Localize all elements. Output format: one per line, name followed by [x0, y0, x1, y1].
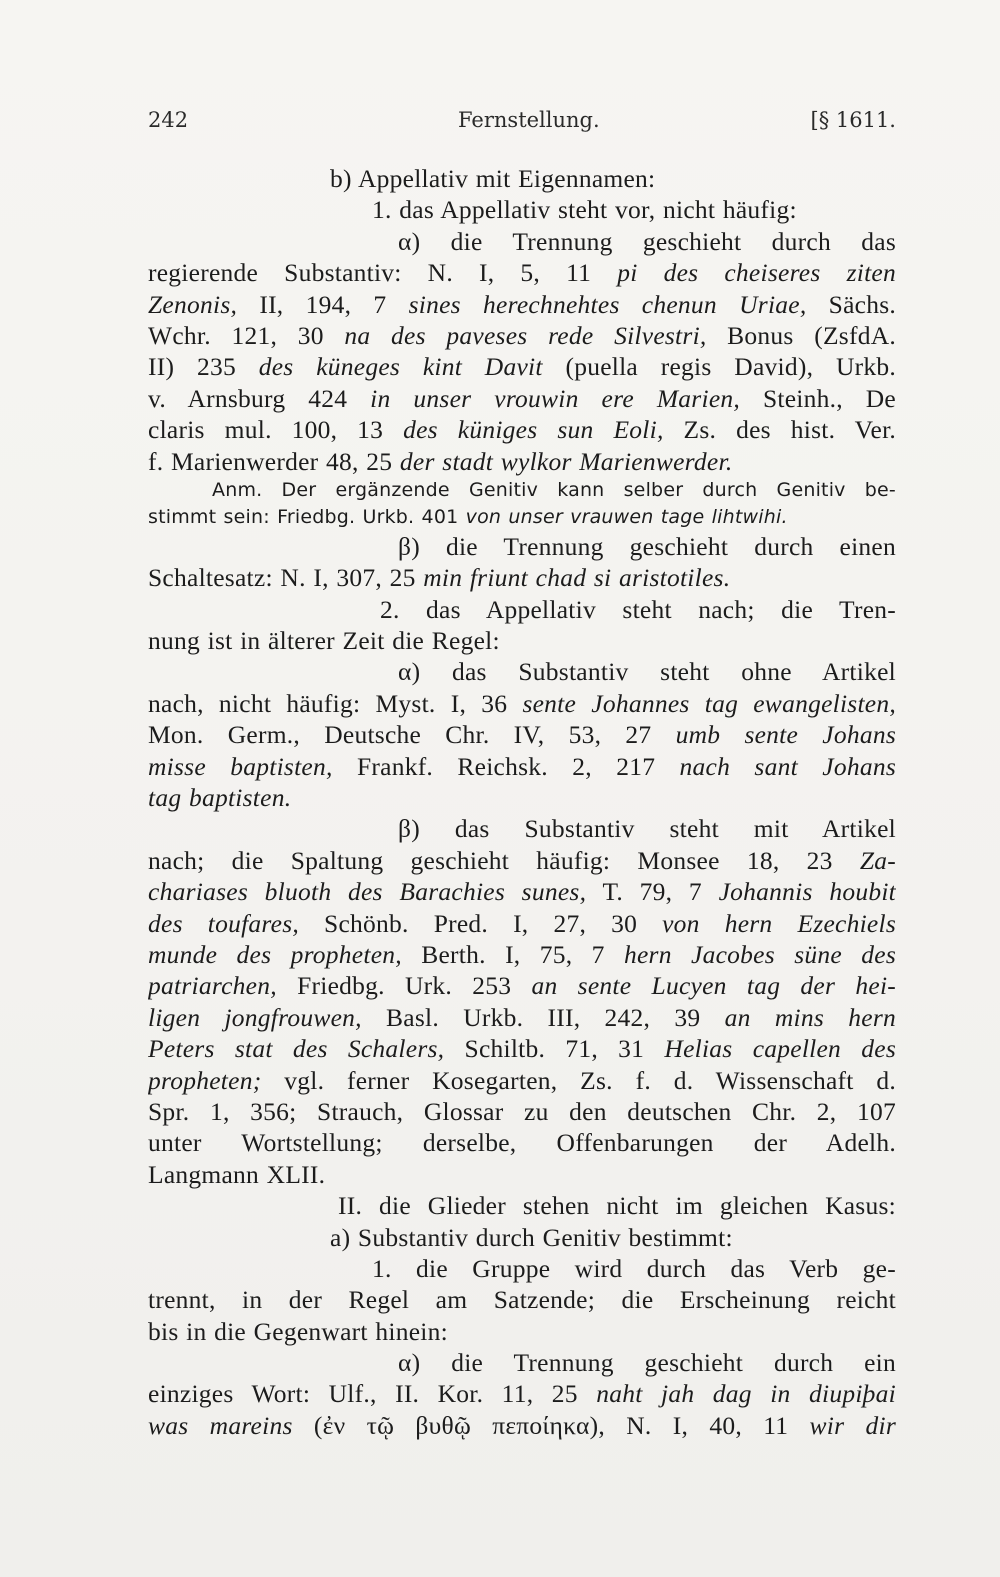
text-line: bis in die Gegenwart hinein:: [148, 1316, 448, 1346]
text-line: Mon. Germ., Deutsche Chr. IV, 53, 27 umb sente Johans: [148, 720, 896, 750]
text-line: 1. das Appellativ steht vor, nicht häufig:: [372, 195, 797, 225]
text-line: claris mul. 100, 13 des küniges sun Eoli, Zs. des hist. Ver.: [148, 415, 896, 445]
text-line: α) das Substantiv steht ohne Artikel: [398, 657, 896, 687]
text-line: Spr. 1, 356; Strauch, Glossar zu den deutschen Chr. 2, 107: [148, 1096, 896, 1126]
text-line: propheten; vgl. ferner Kosegarten, Zs. f. d. Wissenschaft d.: [148, 1065, 896, 1095]
text-line: was mareins (ἐν τῷ βυθῷ πεποίηκα), N. I, 40, 11 wir dir: [148, 1410, 896, 1440]
text-line: nach, nicht häufig: Myst. I, 36 sente Johannes tag ewangelisten,: [148, 688, 896, 718]
text-line: II. die Glieder stehen nicht im gleichen Kasus:: [338, 1191, 896, 1221]
note-line: stimmt sein: Friedbg. Urkb. 401 von unser vrauwen tage lihtwihi.: [148, 505, 788, 528]
text-line: α) die Trennung geschieht durch ein: [398, 1348, 896, 1378]
text-line: trennt, in der Regel am Satzende; die Erscheinung reicht: [148, 1285, 896, 1315]
text-line: v. Arnsburg 424 in unser vrouwin ere Marien, Steinh., De: [148, 383, 896, 413]
text-line: einziges Wort: Ulf., II. Kor. 11, 25 naht jah dag in diupiþai: [148, 1379, 896, 1409]
text-line: regierende Substantiv: N. I, 5, 11 pi des cheiseres ziten: [148, 258, 896, 288]
text-line: β) die Trennung geschieht durch einen: [398, 531, 896, 561]
text-line: nung ist in älterer Zeit die Regel:: [148, 626, 500, 656]
text-line: f. Marienwerder 48, 25 der stadt wylkor Marienwerder.: [148, 446, 733, 476]
text-line: unter Wortstellung; derselbe, Offenbarungen der Adelh.: [148, 1128, 896, 1158]
text-line: Zenonis, II, 194, 7 sines herechnehtes chenun Uriae, Sächs.: [148, 289, 896, 319]
text-line: nach; die Spaltung geschieht häufig: Monsee 18, 23 Za-: [148, 845, 896, 875]
text-line: II) 235 des küneges kint Davit (puella regis David), Urkb.: [148, 352, 896, 382]
text-line: patriarchen, Friedbg. Urk. 253 an sente Lucyen tag der hei-: [148, 971, 896, 1001]
text-line: chariases bluoth des Barachies sunes, T. 79, 7 Johannis houbit: [148, 877, 896, 907]
text-line: Langmann XLII.: [148, 1159, 326, 1189]
text-line: misse baptisten, Frankf. Reichsk. 2, 217 nach sant Johans: [148, 751, 896, 781]
annotation-note: [148, 477, 896, 531]
page-number: 242: [148, 108, 189, 132]
text-line: Wchr. 121, 30 na des paveses rede Silvestri, Bonus (ZsfdA.: [148, 320, 896, 350]
text-line: tag baptisten.: [148, 783, 292, 813]
text-line: 1. die Gruppe wird durch das Verb ge-: [372, 1253, 896, 1283]
text-line: α) die Trennung geschieht durch das: [398, 226, 896, 256]
note-line: Anm. Der ergänzende Genitiv kann selber durch Genitiv be-: [212, 478, 896, 501]
running-header: [148, 108, 896, 142]
text-line: ligen jongfrouwen, Basl. Urkb. III, 242, 39 an mins hern: [148, 1002, 896, 1032]
text-line: des toufares, Schönb. Pred. I, 27, 30 von hern Ezechiels: [148, 908, 896, 938]
text-line: β) das Substantiv steht mit Artikel: [398, 814, 896, 844]
text-line: Peters stat des Schalers, Schiltb. 71, 31 Helias capellen des: [148, 1034, 896, 1064]
page-body: [148, 163, 896, 1441]
running-title: Fernstellung.: [458, 108, 600, 132]
text-line: Schaltesatz: N. I, 307, 25 min friunt chad si aristotiles.: [148, 563, 731, 593]
text-line: munde des propheten, Berth. I, 75, 7 hern Jacobes süne des: [148, 939, 896, 969]
text-line: b) Appellativ mit Eigennamen:: [330, 164, 656, 193]
section-marker: [§ 1611.: [810, 108, 896, 132]
text-line: a) Substantiv durch Genitiv bestimmt:: [330, 1222, 733, 1252]
text-line: 2. das Appellativ steht nach; die Tren-: [380, 594, 896, 624]
